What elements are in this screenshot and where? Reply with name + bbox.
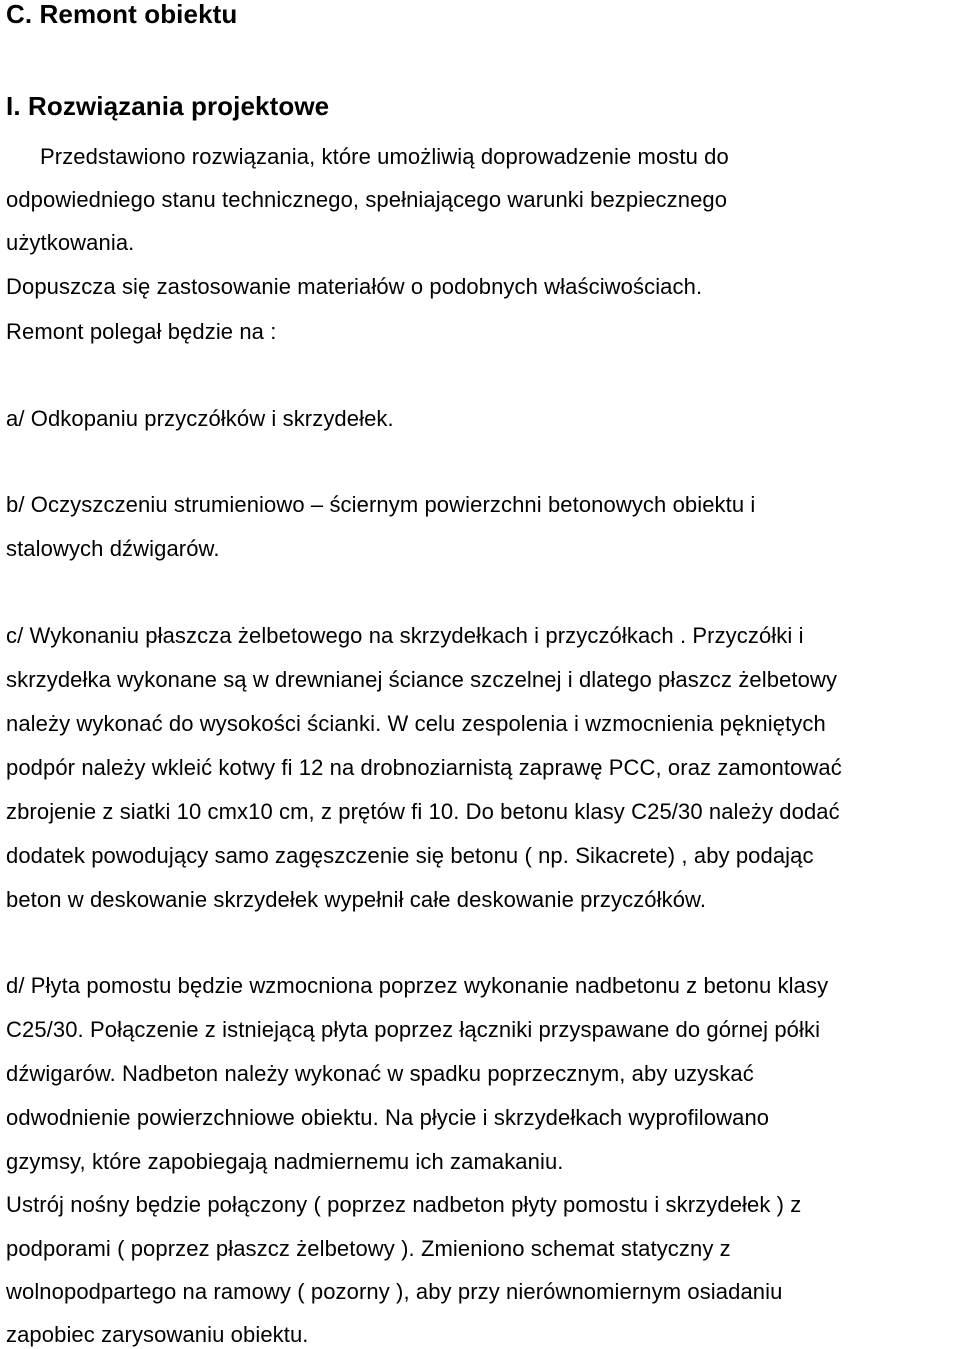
intro-line: użytkowania. xyxy=(6,230,135,255)
list-item-b: b/ Oczyszczeniu strumieniowo – ściernym powierzchni betonowych obiektu i xyxy=(6,492,756,517)
list-item-c-cont: podpór należy wkleić kotwy fi 12 na drobnoziarnistą zaprawę PCC, oraz zamontować xyxy=(6,755,842,780)
list-item-a: a/ Odkopaniu przyczółków i skrzydełek. xyxy=(6,406,394,431)
list-item-d-cont: podporami ( poprzez płaszcz żelbetowy ). Zmieniono schemat statyczny z xyxy=(6,1236,731,1261)
list-item-d-cont: odwodnienie powierzchniowe obiektu. Na płycie i skrzydełkach wyprofilowano xyxy=(6,1105,770,1130)
list-item-c-cont: beton w deskowanie skrzydełek wypełnił całe deskowanie przyczółków. xyxy=(6,887,707,912)
list-item-c-cont: dodatek powodujący samo zagęszczenie się betonu ( np. Sikacrete) , aby podając xyxy=(6,843,814,868)
list-item-c-cont: skrzydełka wykonane są w drewnianej ściance szczelnej i dlatego płaszcz żelbetowy xyxy=(6,667,838,692)
list-item-c-cont: należy wykonać do wysokości ścianki. W celu zespolenia i wzmocnienia pękniętych xyxy=(6,711,826,736)
section-title: C. Remont obiektu xyxy=(6,0,238,29)
list-item-c: c/ Wykonaniu płaszcza żelbetowego na skrzydełkach i przyczółkach . Przyczółki i xyxy=(6,623,804,648)
list-item-d-cont: zapobiec zarysowaniu obiektu. xyxy=(6,1322,309,1347)
subsection-title: I. Rozwiązania projektowe xyxy=(6,91,330,121)
list-item-b-cont: stalowych dźwigarów. xyxy=(6,536,220,561)
list-item-d-cont: dźwigarów. Nadbeton należy wykonać w spadku poprzecznym, aby uzyskać xyxy=(6,1061,754,1086)
list-item-d: d/ Płyta pomostu będzie wzmocniona poprzez wykonanie nadbetonu z betonu klasy xyxy=(6,973,829,998)
list-item-d-cont: wolnopodpartego na ramowy ( pozorny ), aby przy nierównomiernym osiadaniu xyxy=(6,1279,783,1304)
list-item-d-cont: Ustrój nośny będzie połączony ( poprzez nadbeton płyty pomostu i skrzydełek ) z xyxy=(6,1192,802,1217)
intro-line: Przedstawiono rozwiązania, które umożliwią doprowadzenie mostu do xyxy=(40,144,729,169)
list-item-d-cont: C25/30. Połączenie z istniejącą płyta poprzez łączniki przyspawane do górnej półki xyxy=(6,1017,821,1042)
intro-line: odpowiedniego stanu technicznego, spełniającego warunki bezpiecznego xyxy=(6,187,728,212)
list-item-d-cont: gzymsy, które zapobiegają nadmiernemu ich zamakaniu. xyxy=(6,1149,564,1174)
intro-line: Remont polegał będzie na : xyxy=(6,319,277,344)
intro-line: Dopuszcza się zastosowanie materiałów o podobnych właściwościach. xyxy=(6,274,703,299)
list-item-c-cont: zbrojenie z siatki 10 cmx10 cm, z prętów fi 10. Do betonu klasy C25/30 należy dodać xyxy=(6,799,840,824)
